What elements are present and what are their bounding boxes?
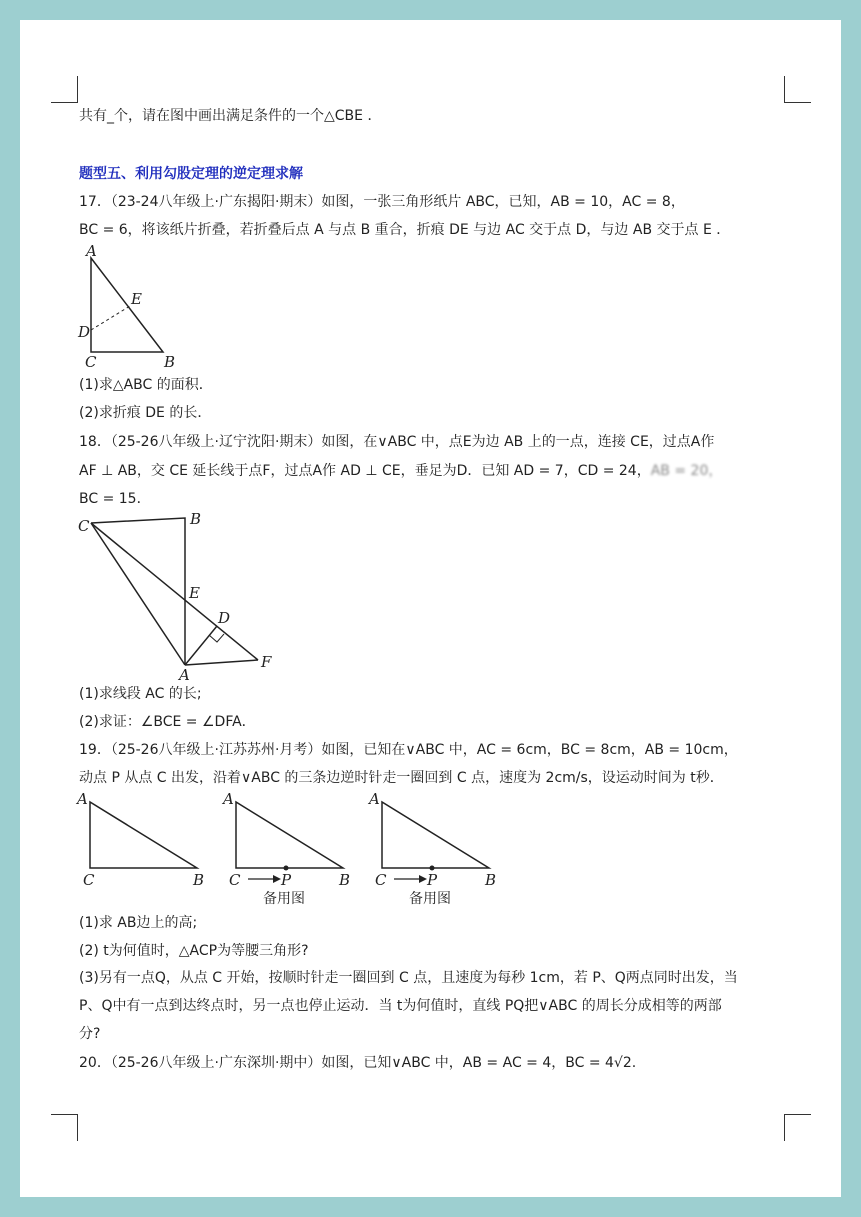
fig19c-label-c: C xyxy=(375,871,387,889)
fig18-label-f: F xyxy=(261,653,272,671)
fig18-right-angle-mark xyxy=(209,634,224,642)
fig19c-triangle xyxy=(382,802,489,868)
question-18-line-2 xyxy=(79,461,722,481)
question-18-part-1: (1)求线段 AC 的长; xyxy=(79,686,202,702)
fig19c-label-p: P xyxy=(427,871,438,889)
figure-19-spare-1 xyxy=(221,790,361,910)
fig18-label-e: E xyxy=(189,584,200,602)
question-19-part-3-line-3: 分? xyxy=(79,1026,101,1042)
fig19c-caption: 备用图 xyxy=(409,891,451,907)
blurred-value: AB = 20， xyxy=(650,463,723,479)
fig18-line-ad xyxy=(185,626,217,665)
fig18-line-ca xyxy=(91,523,185,665)
question-19-line-1: 19．（25-26八年级上·江苏苏州·月考）如图，已知在∨ABC 中，AC = 6cm，BC = 8cm，AB = 10cm， xyxy=(79,742,738,758)
fig19-triangle xyxy=(90,802,197,868)
fig19b-label-p: P xyxy=(281,871,292,889)
fig19a-label-b: B xyxy=(193,871,205,889)
fig18-label-a: A xyxy=(179,666,190,684)
question-18-line-2-text: AF ⊥ AB，交 CE 延长线于点F，过点A作 AD ⊥ CE，垂足为D．已知 AD = 7，CD = 24， xyxy=(79,463,651,479)
fig18-label-d: D xyxy=(218,609,231,627)
crop-mark-bottom-right xyxy=(784,1114,811,1141)
question-19-part-3-line-2: P、Q中有一点到达终点时，另一点也停止运动．当 t为何值时，直线 PQ把∨ABC 的周长分成相等的两部 xyxy=(79,998,722,1014)
question-17-part-1: (1)求△ABC 的面积． xyxy=(79,377,213,393)
fig17-fold-line-de xyxy=(91,306,130,330)
figure-19-spare-2 xyxy=(367,790,507,910)
fig17-label-d: D xyxy=(78,323,91,341)
question-18-line-1: 18．（25-26八年级上·辽宁沈阳·期末）如图，在∨ABC 中，点E为边 AB 上的一点，连接 CE，过点A作 xyxy=(79,434,715,450)
question-17-line-1: 17．（23-24八年级上·广东揭阳·期末）如图，一张三角形纸片 ABC，已知，AB = 10，AC = 8， xyxy=(79,194,685,210)
fig17-label-a: A xyxy=(86,242,97,260)
fig18-label-c: C xyxy=(78,517,90,535)
fig19b-point-p xyxy=(284,866,289,871)
fig17-triangle-abc xyxy=(91,258,163,352)
figure-19-main xyxy=(75,790,215,890)
fig19c-point-p xyxy=(430,866,435,871)
question-20-line-1: 20．（25-26八年级上·广东深圳·期中）如图，已知∨ABC 中，AB = AC = 4，BC = 4√2. xyxy=(79,1055,637,1071)
crop-mark-top-right xyxy=(784,76,811,103)
fig19c-label-b: B xyxy=(485,871,497,889)
fig19a-label-c: C xyxy=(83,871,95,889)
arrow-right-icon xyxy=(273,875,281,883)
fig19c-label-a: A xyxy=(369,790,380,808)
figure-18 xyxy=(75,505,285,684)
question-17-line-2: BC = 6，将该纸片折叠，若折叠后点 A 与点 B 重合，折痕 DE 与边 AC 交于点 D，与边 AB 交于点 E ． xyxy=(79,222,731,238)
fig19b-label-a: A xyxy=(223,790,234,808)
question-18-line-3: BC = 15． xyxy=(79,491,151,507)
fig17-label-c: C xyxy=(85,353,97,371)
fig17-label-e: E xyxy=(131,290,142,308)
arrow-right-icon xyxy=(419,875,427,883)
fig18-line-af xyxy=(185,660,258,665)
crop-mark-bottom-left xyxy=(51,1114,78,1141)
text-line-intro: 共有_个，请在图中画出满足条件的一个△CBE ． xyxy=(79,108,382,124)
section-heading: 题型五、利用勾股定理的逆定理求解 xyxy=(79,166,303,182)
fig19b-caption: 备用图 xyxy=(263,891,305,907)
fig17-label-b: B xyxy=(164,353,176,371)
fig19b-triangle xyxy=(236,802,343,868)
crop-mark-top-left xyxy=(51,76,78,103)
fig18-line-cf xyxy=(91,523,258,660)
fig19b-label-c: C xyxy=(229,871,241,889)
question-19-line-2: 动点 P 从点 C 出发，沿着∨ABC 的三条边逆时针走一圈回到 C 点，速度为 2cm/s，设运动时间为 t秒． xyxy=(79,770,724,786)
question-19-part-1: (1)求 AB边上的高; xyxy=(79,915,198,931)
question-17-part-2: (2)求折痕 DE 的长． xyxy=(79,405,212,421)
fig19a-label-a: A xyxy=(77,790,88,808)
figure-17-triangle xyxy=(75,244,185,369)
fig19b-label-b: B xyxy=(339,871,351,889)
question-19-part-2: (2) t为何值时，△ACP为等腰三角形? xyxy=(79,943,309,959)
question-19-part-3-line-1: (3)另有一点Q，从点 C 开始，按顺时针走一圈回到 C 点，且速度为每秒 1cm，若 P、Q两点同时出发，当 xyxy=(79,970,738,986)
fig18-label-b: B xyxy=(190,510,202,528)
question-18-part-2: (2)求证：∠BCE = ∠DFA． xyxy=(79,714,256,730)
